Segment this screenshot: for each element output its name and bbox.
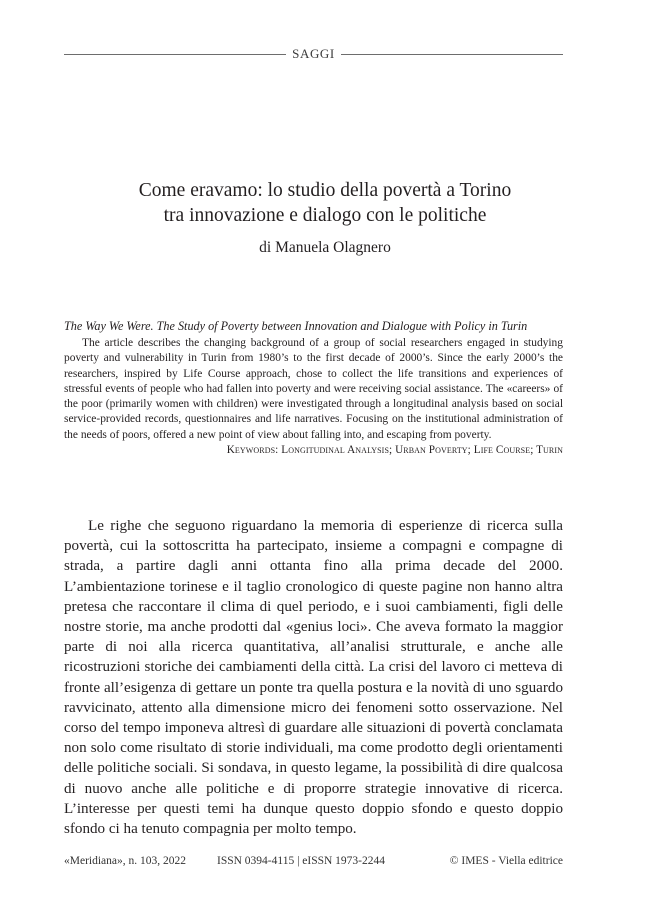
author-byline: di Manuela Olagnero <box>259 239 391 256</box>
footer-journal-citation: «Meridiana», n. 103, 2022 <box>64 855 187 867</box>
abstract-title: The Way We Were. The Study of Poverty between Innovation and Dialogue with Policy in Turin <box>64 319 528 333</box>
running-head <box>64 45 563 65</box>
body-paragraph: Le righe che seguono riguardano la memoria di esperienze di ricerca sulla povertà, cui la sottoscritta ha partecipato, insieme a compagni e compagne di strada, a partire dagli anni ottanta fino alla prima decade del 2000. L’ambientazione torinese e il taglio cronologico di queste pagine non hanno altra pretesa che raccontare il clima di quel periodo, e i suoi cambiamenti, figli delle nostre storie, ma anche prodotti dal «genius loci». Che aveva formato la maggior parte di noi alla ricerca quantitativa, all’analisi strutturale, e anche alle ricostruzioni storiche dei cambiamenti della città. La crisi del lavoro ci metteva di fronte all’esigenza di gettare un ponte tra quella postura e la novità di uno sguardo ravvicinato, attento alla dimensione micro dei fenomeni sotto osservazione. Nel corso del tempo imponeva altresì di guardare alle situazioni di povertà conclamata non solo come risultato di storie individuali, ma come prodotto degli orientamenti delle politiche sociali. Si sondava, in questo legame, la possibilità di dire qualcosa di nuovo anche alle politiche e di proporre strategie innovative di ricerca. L’interesse per questi temi ha dunque questo doppio sfondo e questo doppio sfondo ci ha tenuto compagnia per molto tempo. <box>64 518 563 838</box>
page-footer <box>64 853 563 871</box>
section-label: SAGGI <box>292 46 335 61</box>
header-rule-left <box>64 54 286 55</box>
keywords: Keywords: Longitudinal Analysis; Urban Poverty; Life Course; Turin <box>226 444 563 457</box>
article-title-line-2: tra innovazione e dialogo con le politiche <box>163 205 487 226</box>
header-rule-right <box>341 54 563 55</box>
footer-publisher: © IMES - Viella editrice <box>449 855 563 867</box>
abstract <box>64 318 563 458</box>
article-title <box>60 178 590 228</box>
article-title-line-1: Come eravamo: lo studio della povertà a Torino <box>138 180 512 201</box>
footer-issn: ISSN 0394-4115 | eISSN 1973-2244 <box>217 855 385 867</box>
abstract-text: The article describes the changing background of a group of social researchers engaged in studying poverty and vulnerability in Turin from 1980’s to the first decade of 2000’s. Since the early 2000’s the researchers, inspired by Life Course approach, chose to collect the life transitions and experiences of stressful events of people who had fallen into poverty and were receiving social assistance. The «careers» of the poor (primarily women with children) were investigated through a longitudinal analysis based on social service-provided records, questionnaires and life narratives. Focusing on the institutional administration of the needs of poors, offered a new point of view about falling into, and escaping from poverty. <box>64 337 563 441</box>
